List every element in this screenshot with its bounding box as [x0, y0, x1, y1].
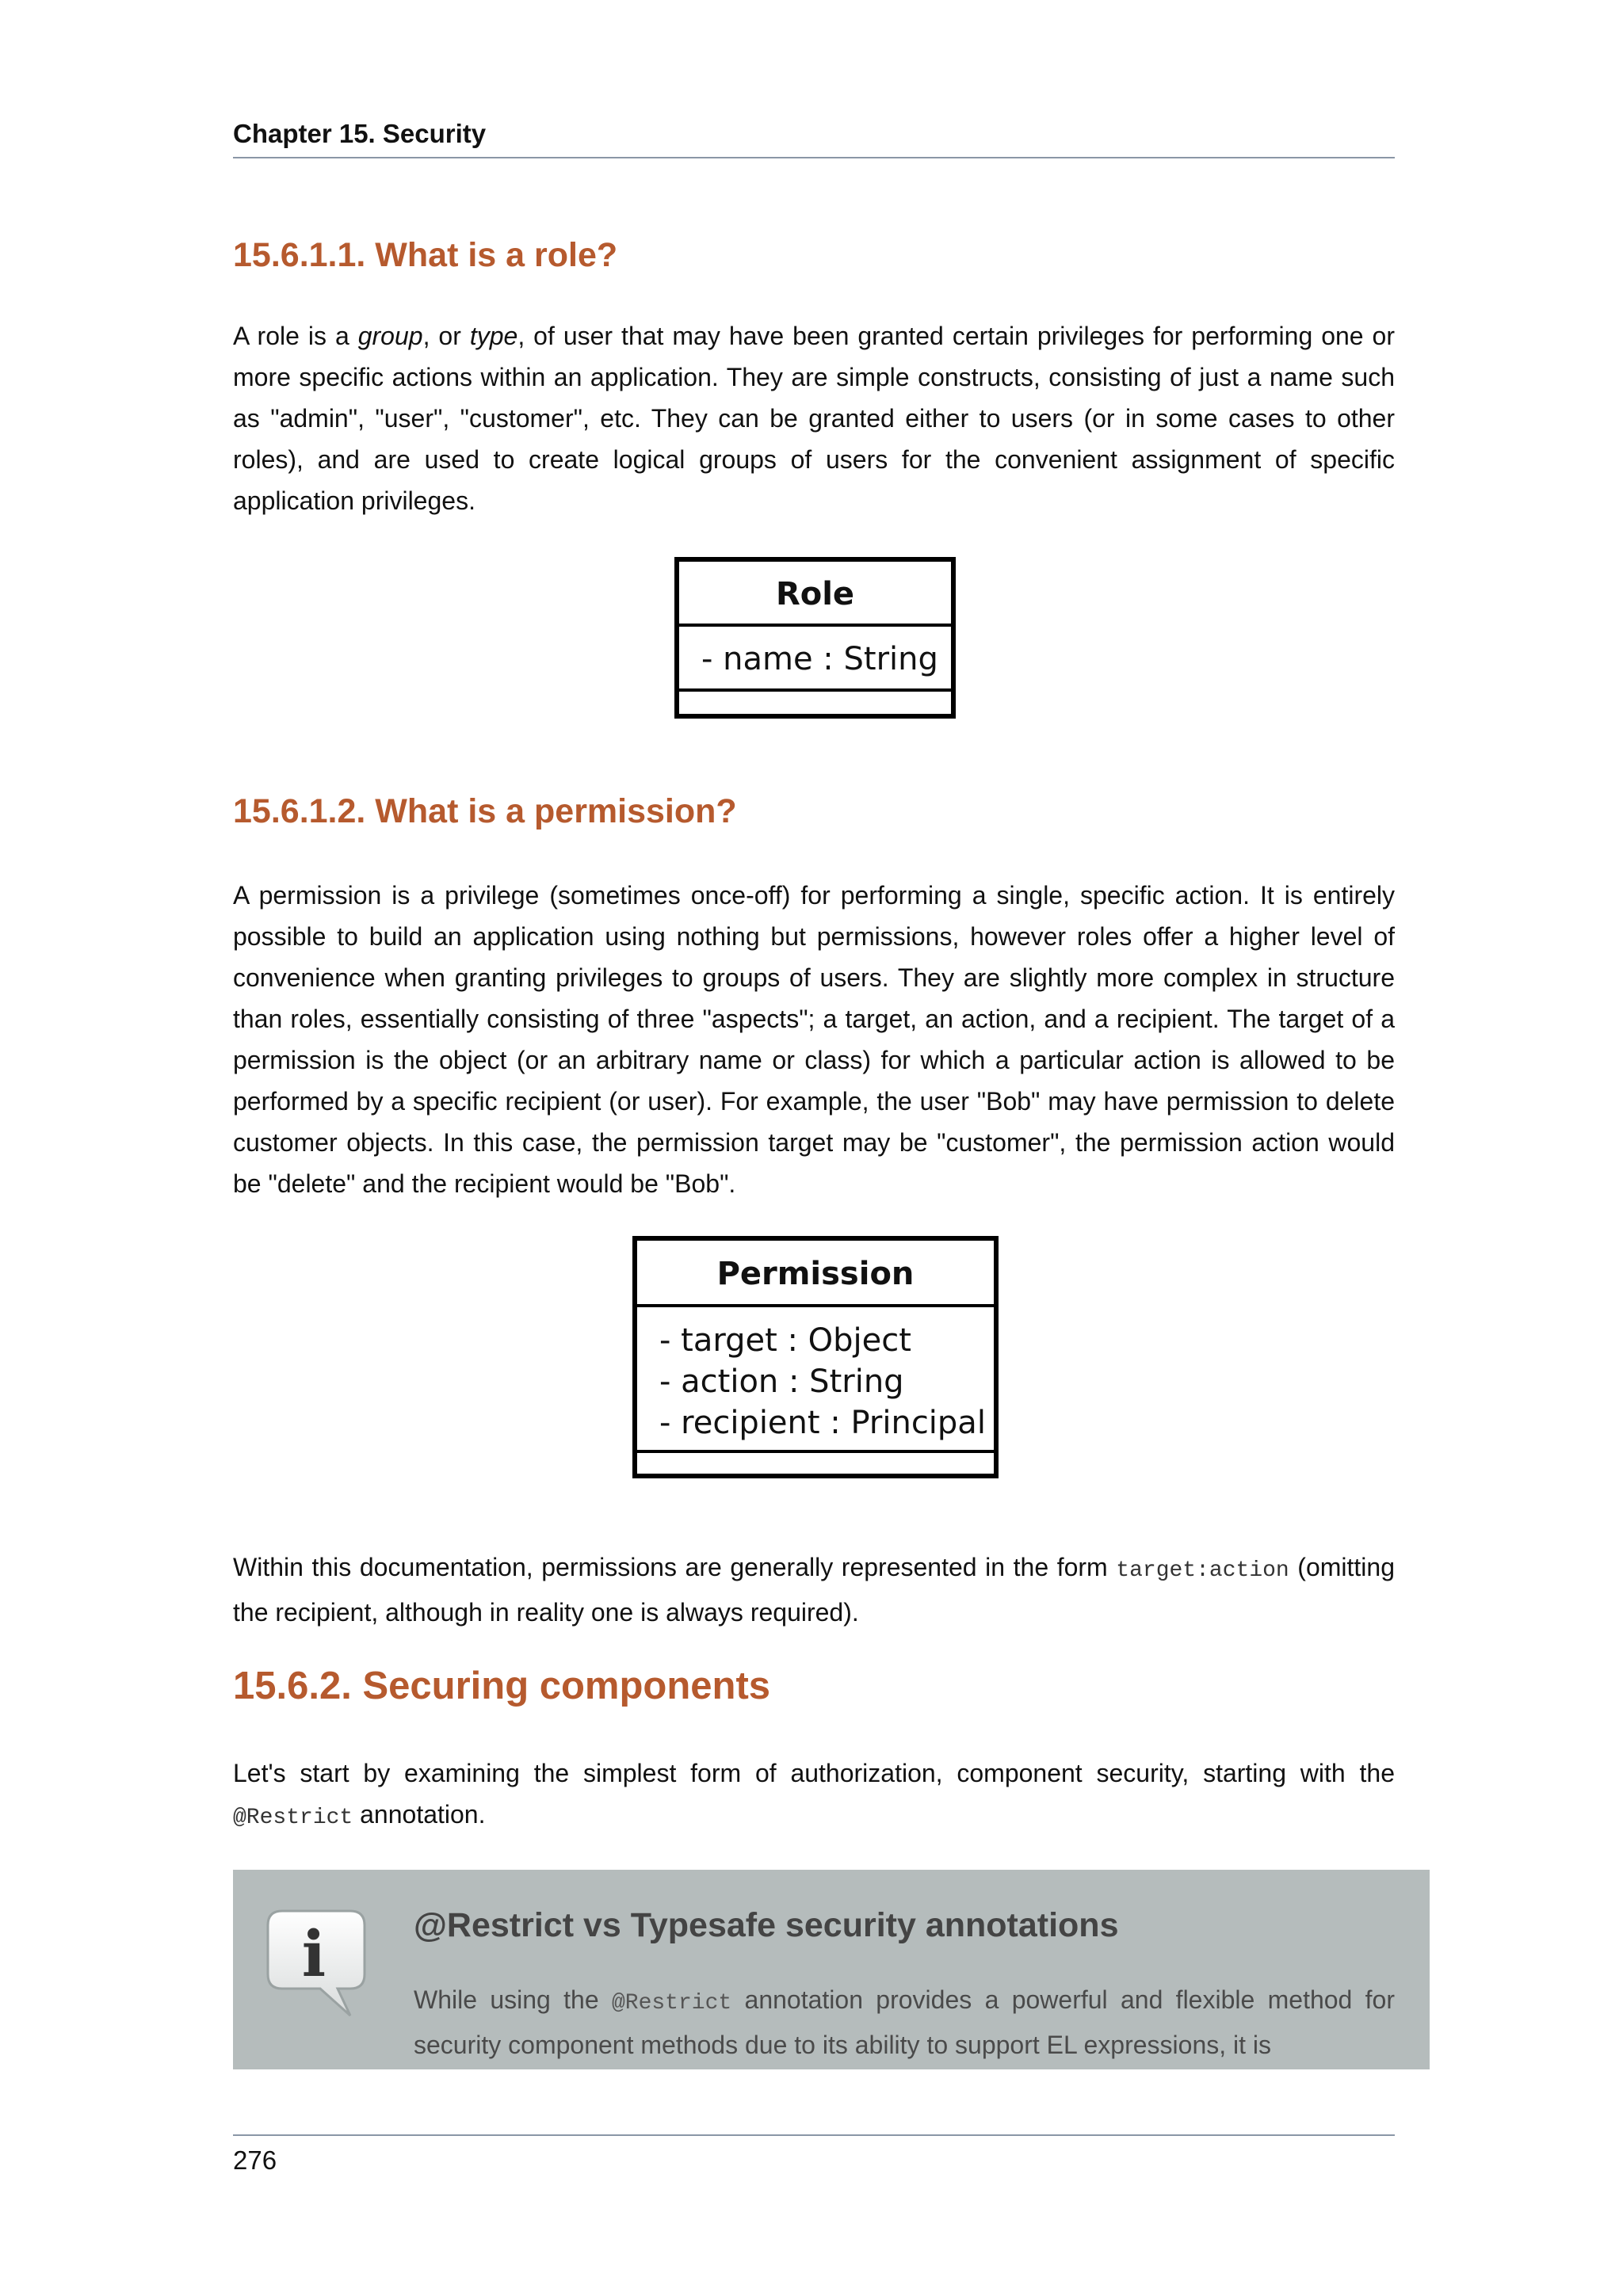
section-heading-securing: 15.6.2. Securing components	[233, 1665, 771, 1707]
permission-paragraph: A permission is a privilege (sometimes once-off) for performing a single, specific action. It is entirely possible to build an application using nothing but permissions, however roles offer a higher level of convenience when granting privileges to groups of users. They are slightly more complex in structure than roles, essentially consisting of three "aspects"; a target, an action, and a recipient. The target of a permission is the object (or an arbitrary name or class) for which a particular action is allowed to be performed by a specific recipient (or user). For example, the user "Bob" may have permission to delete customer objects. In this case, the permission target may be "customer", the permission action would be "delete" and the recipient would be "Bob".	[233, 881, 1395, 1198]
inline-code-restrict: @Restrict	[233, 1806, 353, 1830]
info-icon	[265, 1908, 368, 2019]
permission-uml-diagram	[632, 1236, 999, 1478]
page-number: 276	[233, 2145, 277, 2175]
section-heading-permission: 15.6.1.2. What is a permission?	[233, 792, 737, 830]
header-rule	[233, 157, 1395, 158]
securing-text: Let's start by examining the simplest form of authorization, component security, starting with the	[233, 1759, 1395, 1787]
role-uml-diagram	[674, 557, 956, 719]
uml-attribute: - recipient : Principal	[659, 1405, 986, 1441]
role-text: A role is a	[233, 322, 358, 350]
securing-paragraph	[233, 1753, 1395, 1839]
note-text: annotation provides a powerful and flexible method for security component methods due to its ability to support EL expressions, it is	[414, 1985, 1396, 2059]
inline-code-target-action: target:action	[1116, 1558, 1289, 1583]
uml-attribute: - action : String	[659, 1363, 904, 1400]
note-text: While using the	[414, 1985, 612, 2014]
form-text: Within this documentation, permissions are generally represented in the form	[233, 1553, 1117, 1581]
svg-text:i: i	[301, 1917, 327, 1991]
note-box	[233, 1870, 1430, 2069]
footer-rule	[233, 2134, 1395, 2136]
form-text: (omitting the recipient, although in reality one is always required).	[233, 1553, 1396, 1627]
uml-attributes	[679, 627, 951, 692]
uml-attribute: - target : Object	[659, 1322, 911, 1359]
role-emphasis-type: type	[469, 322, 518, 350]
section-heading-role: 15.6.1.1. What is a role?	[233, 236, 618, 274]
note-body	[414, 1979, 1395, 2065]
inline-code-restrict: @Restrict	[611, 1991, 732, 2016]
role-paragraph	[233, 315, 1395, 521]
uml-class-name: Role	[679, 562, 951, 627]
role-emphasis-group: group	[357, 322, 423, 350]
role-text: , of user that may have been granted certain privileges for performing one or more specific actions within an application. They are simple constructs, consisting of just a name such as "admin", "user", "customer", etc. They can be granted either to users (or in some cases to other roles), and are used to create logical groups of users for the convenient assignment of specific application privileges.	[233, 322, 1396, 515]
uml-attributes	[637, 1307, 994, 1453]
note-title: @Restrict vs Typesafe security annotations	[414, 1906, 1119, 1944]
role-text: , or	[422, 322, 470, 350]
chapter-header: Chapter 15. Security	[233, 119, 487, 148]
securing-text: annotation.	[353, 1800, 486, 1829]
uml-class-name: Permission	[637, 1241, 994, 1307]
permission-form-paragraph	[233, 1547, 1395, 1633]
uml-attribute: - name : String	[701, 641, 938, 677]
